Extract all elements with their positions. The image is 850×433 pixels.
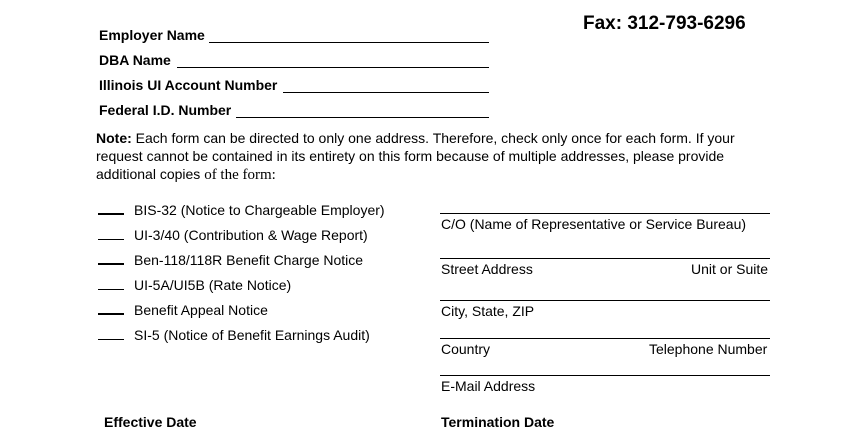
country-label: Country bbox=[441, 341, 491, 357]
form-option-label: UI-3/40 (Contribution & Wage Report) bbox=[134, 227, 368, 243]
country-field[interactable] bbox=[440, 338, 770, 339]
check-line[interactable] bbox=[98, 213, 124, 215]
form-option-label: Benefit Appeal Notice bbox=[134, 302, 268, 318]
dba-name-field[interactable] bbox=[177, 67, 489, 68]
check-line[interactable] bbox=[98, 313, 124, 315]
dba-name-label: DBA Name bbox=[99, 52, 171, 68]
form-option-label: BIS-32 (Notice to Chargeable Employer) bbox=[134, 202, 385, 218]
form-option-ui5a[interactable] bbox=[98, 275, 291, 293]
city-state-zip-field[interactable] bbox=[440, 300, 770, 301]
effective-date-label: Effective Date bbox=[104, 414, 197, 430]
co-label: C/O (Name of Representative or Service Bureau) bbox=[441, 216, 747, 232]
form-option-ui340[interactable] bbox=[98, 225, 368, 243]
telephone-label: Telephone Number bbox=[649, 341, 768, 357]
check-line[interactable] bbox=[98, 239, 124, 240]
note-text: Each form can be directed to only one address. Therefore, check only once for each form. If your request cannot be contained in its entirety on this form because of multiple addresses, please provide additional copies bbox=[96, 130, 735, 182]
employer-name-label: Employer Name bbox=[99, 27, 205, 43]
form-option-si5[interactable] bbox=[98, 325, 370, 343]
form-option-label: SI-5 (Notice of Benefit Earnings Audit) bbox=[134, 327, 370, 343]
note-serif-text: of the form: bbox=[204, 167, 276, 183]
email-field[interactable] bbox=[440, 375, 770, 376]
check-line[interactable] bbox=[98, 263, 124, 265]
federal-id-field[interactable] bbox=[236, 117, 489, 118]
street-address-label: Street Address bbox=[441, 261, 533, 277]
form-option-bis32[interactable] bbox=[98, 200, 385, 218]
co-field[interactable] bbox=[440, 213, 770, 214]
ui-account-number-label: Illinois UI Account Number bbox=[99, 77, 278, 93]
check-line[interactable] bbox=[98, 339, 124, 340]
fax-number: Fax: 312-793-6296 bbox=[583, 13, 746, 34]
note-paragraph bbox=[96, 129, 756, 184]
note-bold: Note: bbox=[96, 130, 132, 146]
termination-date-label: Termination Date bbox=[441, 414, 555, 430]
federal-id-label: Federal I.D. Number bbox=[99, 102, 232, 118]
form-option-benefit-appeal[interactable] bbox=[98, 300, 268, 318]
employer-name-field[interactable] bbox=[209, 42, 489, 43]
form-option-label: Ben-118/118R Benefit Charge Notice bbox=[134, 252, 364, 268]
form-option-label: UI-5A/UI5B (Rate Notice) bbox=[134, 277, 292, 293]
check-line[interactable] bbox=[98, 289, 124, 290]
email-label: E-Mail Address bbox=[441, 378, 536, 394]
form-option-ben118[interactable] bbox=[98, 250, 363, 268]
street-address-field[interactable] bbox=[440, 258, 770, 259]
city-state-zip-label: City, State, ZIP bbox=[441, 303, 535, 319]
ui-account-number-field[interactable] bbox=[283, 92, 489, 93]
unit-suite-label: Unit or Suite bbox=[691, 261, 769, 277]
